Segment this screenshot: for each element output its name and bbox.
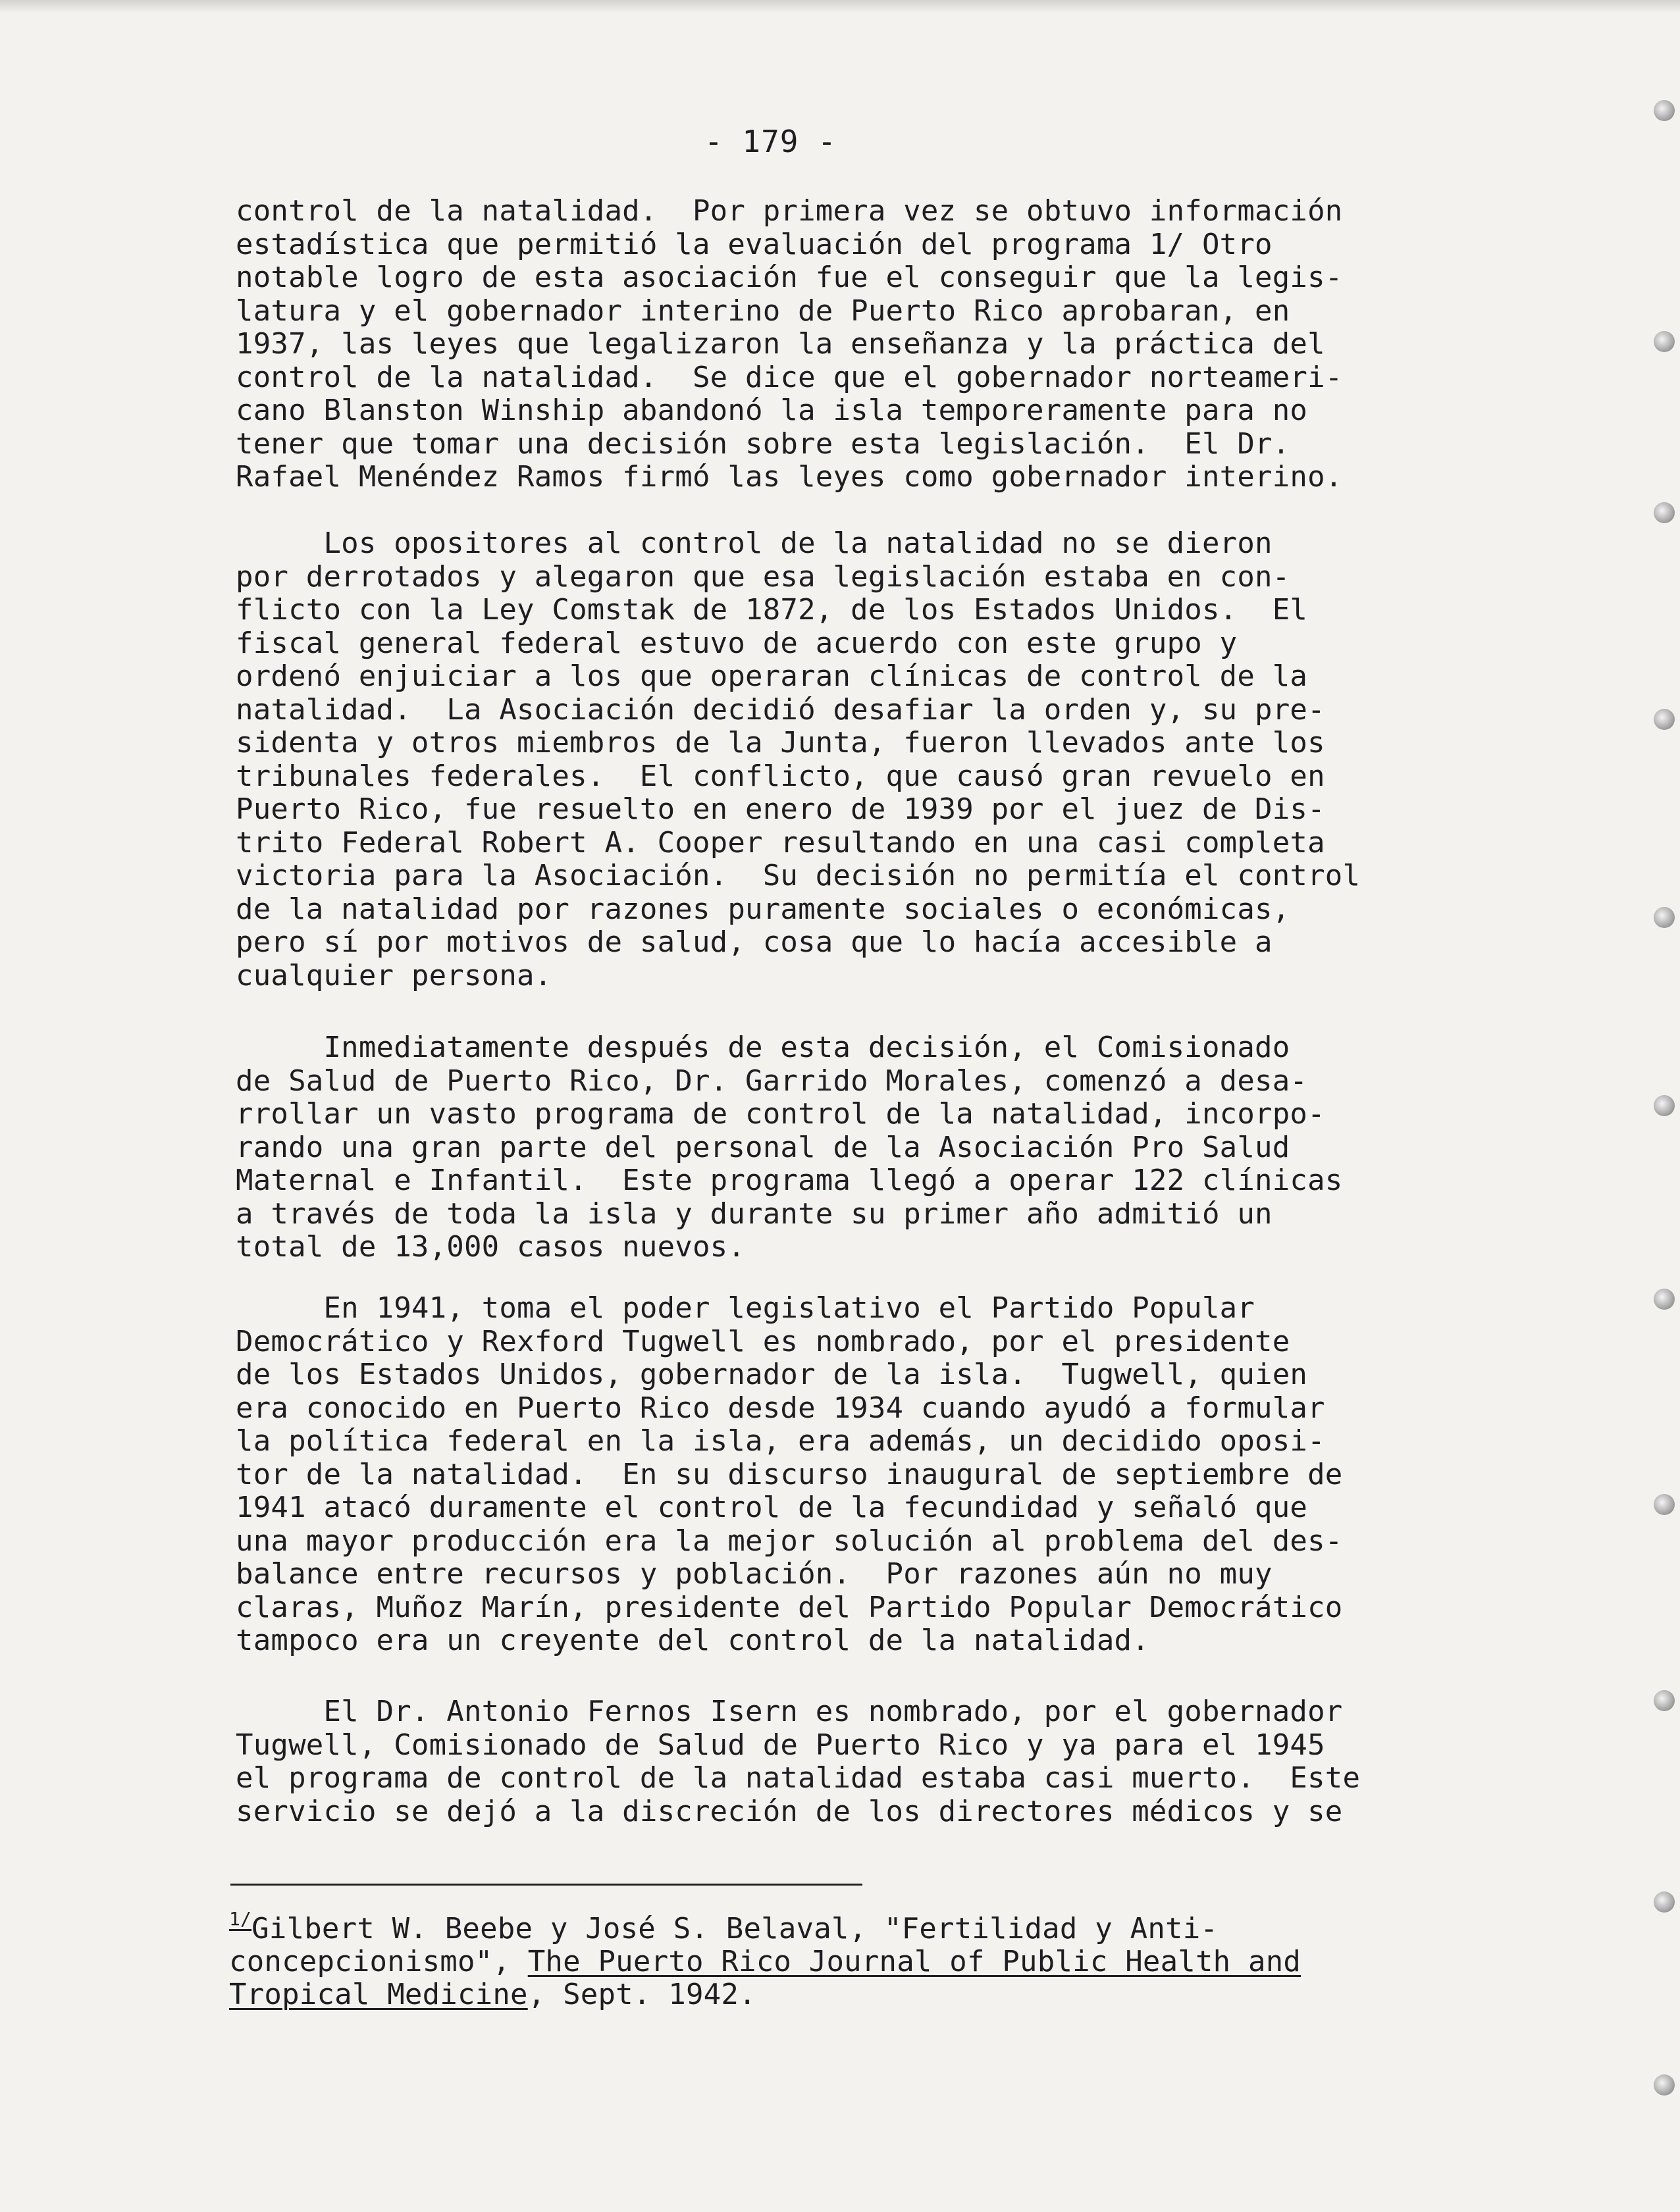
journal-title: The Puerto Rico Journal of Public Health and: [527, 1945, 1301, 1978]
binder-hole-marker: [1654, 502, 1675, 523]
text-line: 1941 atacó duramente el control de la fecundidad y señaló que: [236, 1491, 1308, 1524]
text-line: En 1941, toma el poder legislativo el Partido Popular: [236, 1291, 1255, 1325]
text-line: sidenta y otros miembros de la Junta, fueron llevados ante los: [236, 726, 1325, 759]
footnote-separator: [230, 1884, 862, 1886]
text-line: Maternal e Infantil. Este programa llegó a operar 122 clínicas: [236, 1164, 1343, 1197]
text-line: tampoco era un creyente del control de la natalidad.: [236, 1624, 1149, 1657]
footnote-line: [229, 1978, 1519, 2011]
text-line: rrollar un vasto programa de control de la natalidad, incorpo-: [236, 1097, 1325, 1131]
text-line: de la natalidad por razones puramente sociales o económicas,: [236, 892, 1290, 926]
page-top-edge: [0, 0, 1680, 13]
text-line: pero sí por motivos de salud, cosa que lo hacía accesible a: [236, 925, 1273, 959]
text-line: a través de toda la isla y durante su primer año admitió un: [236, 1196, 1273, 1231]
binder-hole-marker: [1654, 2074, 1675, 2096]
text-line: estadística que permitió la evaluación del programa 1/ Otro: [236, 227, 1273, 261]
text-line: tribunales federales. El conflicto, que causó gran revuelo en: [236, 759, 1325, 793]
text-line: era conocido en Puerto Rico desde 1934 cuando ayudó a formular: [236, 1391, 1325, 1425]
text-line: balance entre recursos y población. Por razones aún no muy: [236, 1557, 1273, 1591]
text-line: el programa de control de la natalidad estaba casi muerto. Este: [236, 1761, 1361, 1795]
journal-title: Tropical Medicine: [229, 1978, 528, 2011]
text-line: control de la natalidad. Por primera vez se obtuvo información: [236, 194, 1343, 228]
text-line: 1937, las leyes que legalizaron la enseñanza y la práctica del: [236, 327, 1325, 361]
paragraph: [236, 1292, 1513, 1658]
footnote-line: [229, 1945, 1519, 1978]
text-line: cualquier persona.: [236, 958, 552, 992]
text-line: de Salud de Puerto Rico, Dr. Garrido Morales, comenzó a desa-: [236, 1064, 1308, 1098]
binder-hole-marker: [1654, 1690, 1675, 1711]
text-line: rando una gran parte del personal de la Asociación Pro Salud: [236, 1130, 1290, 1164]
text-line: trito Federal Robert A. Cooper resultando en una casi completa: [236, 825, 1325, 860]
text-line: Los opositores al control de la natalidad no se dieron: [236, 527, 1273, 560]
text-line: cano Blanston Winship abandonó la isla temporeramente para no: [236, 394, 1308, 427]
binder-hole-marker: [1654, 331, 1675, 352]
text-line: flicto con la Ley Comstak de 1872, de los Estados Unidos. El: [236, 593, 1308, 627]
text-line: El Dr. Antonio Fernos Isern es nombrado, por el gobernador: [236, 1695, 1343, 1728]
paragraph: [236, 527, 1513, 992]
paragraph: [236, 195, 1513, 494]
footnote: [229, 1908, 1519, 2011]
footnote-line: [229, 1908, 1519, 1945]
text-line: una mayor producción era la mejor solución al problema del des-: [236, 1524, 1343, 1558]
text-line: Tugwell, Comisionado de Salud de Puerto Rico y ya para el 1945: [236, 1728, 1325, 1762]
text-line: total de 13,000 casos nuevos.: [236, 1230, 746, 1264]
text-line: Democrático y Rexford Tugwell es nombrado, por el presidente: [236, 1324, 1290, 1358]
binder-hole-marker: [1654, 1494, 1675, 1515]
footnote-text: concepcionismo",: [229, 1945, 528, 1978]
footnote-text: Gilbert W. Beebe y José S. Belaval, "Fertilidad y Anti-: [251, 1912, 1219, 1945]
text-line: victoria para la Asociación. Su decisión no permitía el control: [236, 859, 1361, 892]
page-number: - 179 -: [704, 124, 837, 159]
text-line: tener que tomar una decisión sobre esta legislación. El Dr.: [236, 426, 1290, 461]
text-line: servicio se dejó a la discreción de los directores médicos y se: [236, 1794, 1343, 1828]
footnote-marker: 1/: [229, 1908, 252, 1930]
paragraph: [236, 1031, 1513, 1264]
text-line: tor de la natalidad. En su discurso inaugural de septiembre de: [236, 1457, 1343, 1491]
text-line: de los Estados Unidos, gobernador de la isla. Tugwell, quien: [236, 1358, 1308, 1391]
text-line: la política federal en la isla, era además, un decidido oposi-: [236, 1424, 1325, 1458]
binder-hole-marker: [1654, 100, 1675, 121]
binder-hole-marker: [1654, 1095, 1675, 1116]
binder-hole-marker: [1654, 709, 1675, 730]
text-line: natalidad. La Asociación decidió desafiar la orden y, su pre-: [236, 692, 1325, 727]
text-line: ordenó enjuiciar a los que operaran clínicas de control de la: [236, 659, 1308, 693]
binder-hole-marker: [1654, 1289, 1675, 1310]
text-line: claras, Muñoz Marín, presidente del Partido Popular Democrático: [236, 1590, 1343, 1624]
binder-hole-marker: [1654, 1891, 1675, 1913]
text-line: Puerto Rico, fue resuelto en enero de 1939 por el juez de Dis-: [236, 792, 1325, 826]
text-line: Rafael Menéndez Ramos firmó las leyes como gobernador interino.: [236, 460, 1343, 494]
text-line: control de la natalidad. Se dice que el gobernador norteameri-: [236, 360, 1343, 394]
text-line: notable logro de esta asociación fue el conseguir que la legis-: [236, 261, 1343, 294]
text-line: latura y el gobernador interino de Puerto Rico aprobaran, en: [236, 294, 1290, 328]
paragraph: [236, 1695, 1513, 1828]
binder-hole-marker: [1654, 907, 1675, 928]
text-line: por derrotados y alegaron que esa legislación estaba en con-: [236, 559, 1290, 594]
text-line: Inmediatamente después de esta decisión, el Comisionado: [236, 1031, 1290, 1064]
text-line: fiscal general federal estuvo de acuerdo con este grupo y: [236, 626, 1238, 660]
footnote-text: , Sept. 1942.: [527, 1978, 756, 2011]
